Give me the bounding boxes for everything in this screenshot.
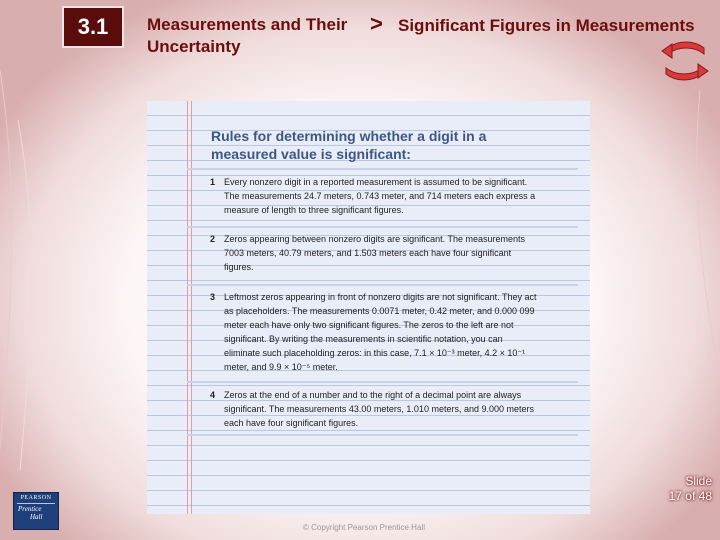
pearson-prentice-hall-logo	[13, 492, 59, 530]
rule-text: Zeros appearing between nonzero digits are significant. The measurements 7003 meters, 40.79 meters, and 1.503 meters each have four significant figures.	[224, 234, 526, 272]
rule-separator	[187, 434, 578, 436]
title-separator: >	[370, 11, 383, 36]
lesson-title: Significant Figures in Measurements	[398, 16, 695, 35]
logo-pearson-text: PEARSON	[20, 495, 52, 501]
slide-position: 17 of 48	[668, 489, 712, 503]
rule-item	[211, 290, 541, 374]
rule-number: 2	[210, 234, 216, 244]
rule-separator	[187, 381, 578, 383]
rule-text: Every nonzero digit in a reported measurement is assumed to be significant. The measurements 24.7 meters, 0.743 meter, and 714 meters each express a measure of length to three significant figures.	[224, 177, 536, 215]
rule-item	[211, 232, 541, 274]
slide-label: Slide	[685, 474, 712, 488]
margin-line	[187, 101, 188, 514]
back-arrow-icon[interactable]	[662, 42, 704, 58]
margin-line	[191, 101, 192, 514]
rule-number: 4	[210, 390, 216, 400]
rule-text: Zeros at the end of a number and to the right of a decimal point are always significant. The measurements 43.00 meters, 1.010 meters, and 9.000 meters each have four significant figures.	[224, 390, 534, 428]
rule-item	[211, 388, 541, 430]
chapter-title: Measurements and Their Uncertainty	[147, 15, 348, 56]
rule-number: 3	[210, 292, 216, 302]
rule-text: Leftmost zeros appearing in front of nonzero digits are not significant. They act as placeholders. The measurements 0.0071 meter, 0.42 meter, and 0.000 099 meter each have only two significant figures. The zeros to the left are not significant. By writing the measurements in scientific notation, you can eliminate such placeholding zeros: in this case, 7.1 × 10⁻³ meter, 4.2 × 10⁻¹ meter, and 9.9 × 10⁻⁵ meter.	[224, 292, 537, 372]
rule-separator	[187, 284, 578, 286]
rule-item	[211, 175, 541, 217]
rule-number: 1	[210, 177, 216, 187]
slide-number	[654, 474, 712, 504]
figure-heading: Rules for determining whether a digit in a measured value is significant:	[211, 128, 487, 162]
significant-figures-rules-figure	[147, 101, 590, 514]
logo-divider	[17, 503, 55, 504]
copyright-notice: © Copyright Pearson Prentice Hall	[303, 523, 425, 532]
rule-separator	[187, 168, 578, 170]
rule-separator	[187, 226, 578, 228]
navigation-arrows	[660, 38, 710, 84]
forward-arrow-icon[interactable]	[666, 64, 708, 80]
logo-prentice-hall-text: Prentice Hall	[18, 505, 43, 521]
section-number-badge: 3.1	[62, 6, 124, 48]
